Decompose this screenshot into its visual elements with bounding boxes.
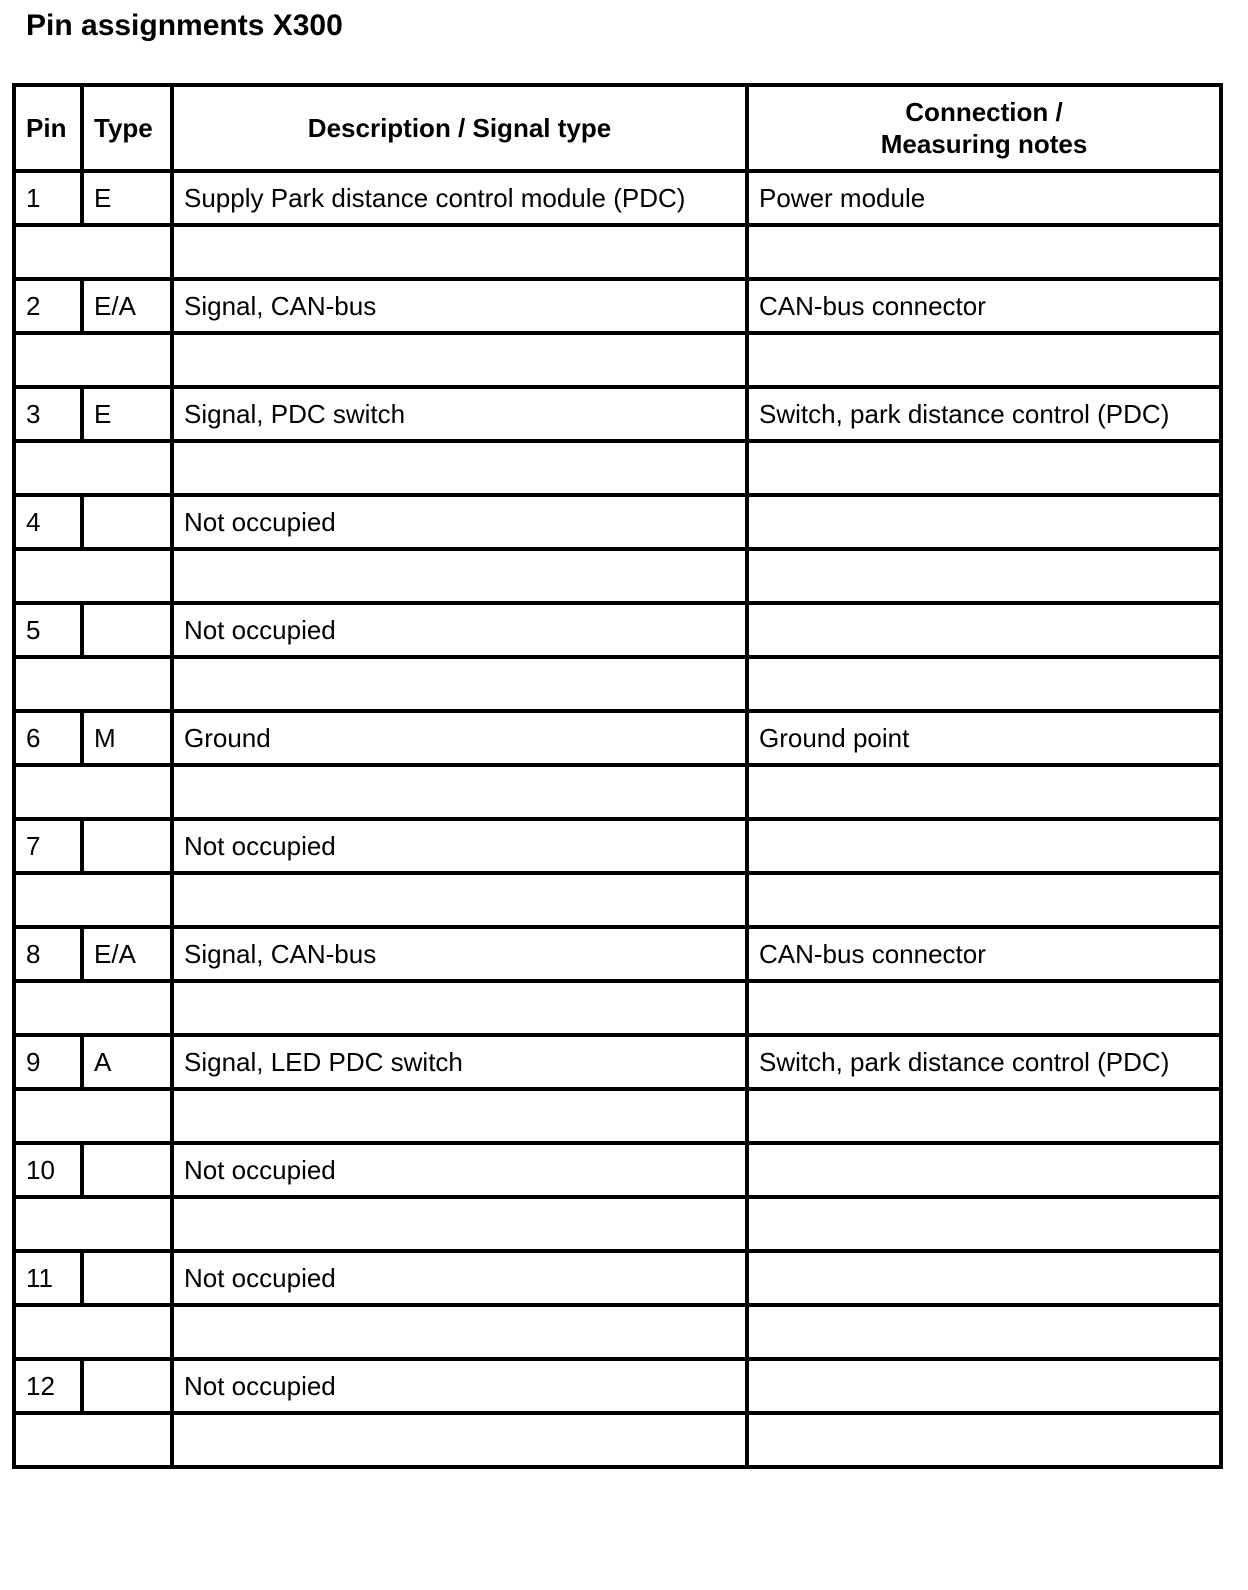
table-row [14,711,1221,765]
cell-type [82,1143,172,1197]
header-connection [747,85,1221,171]
cell-description: Not occupied [172,819,747,873]
spacer-cell-connection [747,1413,1221,1467]
cell-pin: 2 [14,279,82,333]
page-title: Pin assignments X300 [26,9,343,42]
cell-type: E/A [82,927,172,981]
spacer-cell-description [172,1089,747,1143]
spacer-cell-pin-type [14,1089,172,1143]
table-row [14,279,1221,333]
spacer-cell-pin-type [14,981,172,1035]
cell-description: Not occupied [172,495,747,549]
cell-connection: Ground point [747,711,1221,765]
spacer-row [14,225,1221,279]
spacer-cell-pin-type [14,333,172,387]
cell-type: M [82,711,172,765]
table-row [14,819,1221,873]
table-body [14,171,1221,1467]
pin-assignment-table [12,83,1223,1469]
cell-pin: 8 [14,927,82,981]
spacer-row [14,981,1221,1035]
spacer-cell-description [172,657,747,711]
spacer-cell-description [172,549,747,603]
cell-pin: 6 [14,711,82,765]
spacer-cell-connection [747,657,1221,711]
cell-connection [747,819,1221,873]
cell-type [82,1359,172,1413]
spacer-cell-description [172,441,747,495]
spacer-cell-pin-type [14,765,172,819]
spacer-cell-connection [747,1197,1221,1251]
spacer-cell-pin-type [14,1413,172,1467]
spacer-cell-description [172,765,747,819]
header-connection-line2: Measuring notes [880,129,1088,159]
cell-connection [747,603,1221,657]
cell-connection [747,1251,1221,1305]
spacer-cell-connection [747,225,1221,279]
spacer-cell-pin-type [14,225,172,279]
cell-pin: 12 [14,1359,82,1413]
cell-connection [747,495,1221,549]
spacer-cell-connection [747,981,1221,1035]
spacer-cell-description [172,333,747,387]
cell-type: E [82,387,172,441]
cell-description: Supply Park distance control module (PDC) [172,171,747,225]
cell-pin: 11 [14,1251,82,1305]
spacer-cell-connection [747,441,1221,495]
spacer-cell-pin-type [14,1305,172,1359]
cell-pin: 7 [14,819,82,873]
spacer-cell-pin-type [14,1197,172,1251]
spacer-cell-pin-type [14,441,172,495]
header-type: Type [82,85,172,171]
cell-pin: 5 [14,603,82,657]
spacer-row [14,1089,1221,1143]
table-row [14,603,1221,657]
cell-connection: Power module [747,171,1221,225]
cell-connection [747,1143,1221,1197]
cell-pin: 10 [14,1143,82,1197]
cell-type [82,495,172,549]
spacer-cell-description [172,1413,747,1467]
table-row [14,387,1221,441]
cell-description: Not occupied [172,603,747,657]
cell-description: Not occupied [172,1251,747,1305]
spacer-cell-description [172,1197,747,1251]
cell-type [82,603,172,657]
spacer-cell-pin-type [14,549,172,603]
spacer-cell-description [172,873,747,927]
header-description: Description / Signal type [172,85,747,171]
cell-connection: Switch, park distance control (PDC) [747,387,1221,441]
cell-description: Signal, CAN-bus [172,927,747,981]
spacer-row [14,1305,1221,1359]
cell-description: Not occupied [172,1143,747,1197]
table-row [14,1143,1221,1197]
cell-description: Signal, CAN-bus [172,279,747,333]
cell-type [82,1251,172,1305]
spacer-row [14,873,1221,927]
spacer-cell-description [172,1305,747,1359]
spacer-cell-connection [747,873,1221,927]
spacer-row [14,333,1221,387]
spacer-row [14,1413,1221,1467]
spacer-cell-connection [747,1089,1221,1143]
table-row [14,171,1221,225]
cell-description: Signal, PDC switch [172,387,747,441]
cell-description: Signal, LED PDC switch [172,1035,747,1089]
spacer-row [14,765,1221,819]
table-row [14,1035,1221,1089]
cell-type: E/A [82,279,172,333]
table-row [14,927,1221,981]
cell-pin: 9 [14,1035,82,1089]
cell-description: Ground [172,711,747,765]
spacer-cell-description [172,225,747,279]
cell-description: Not occupied [172,1359,747,1413]
spacer-row [14,441,1221,495]
cell-connection: CAN-bus connector [747,927,1221,981]
spacer-cell-description [172,981,747,1035]
table-row [14,495,1221,549]
spacer-row [14,657,1221,711]
spacer-cell-connection [747,1305,1221,1359]
cell-pin: 4 [14,495,82,549]
spacer-row [14,1197,1221,1251]
spacer-row [14,549,1221,603]
spacer-cell-pin-type [14,873,172,927]
header-connection-line1: Connection / [905,97,1063,127]
cell-pin: 1 [14,171,82,225]
table-header-row [14,85,1221,171]
cell-type: A [82,1035,172,1089]
cell-connection: Switch, park distance control (PDC) [747,1035,1221,1089]
cell-type [82,819,172,873]
spacer-cell-connection [747,549,1221,603]
cell-connection: CAN-bus connector [747,279,1221,333]
spacer-cell-connection [747,333,1221,387]
table-row [14,1251,1221,1305]
header-pin: Pin [14,85,82,171]
spacer-cell-pin-type [14,657,172,711]
cell-connection [747,1359,1221,1413]
cell-type: E [82,171,172,225]
table-row [14,1359,1221,1413]
spacer-cell-connection [747,765,1221,819]
cell-pin: 3 [14,387,82,441]
